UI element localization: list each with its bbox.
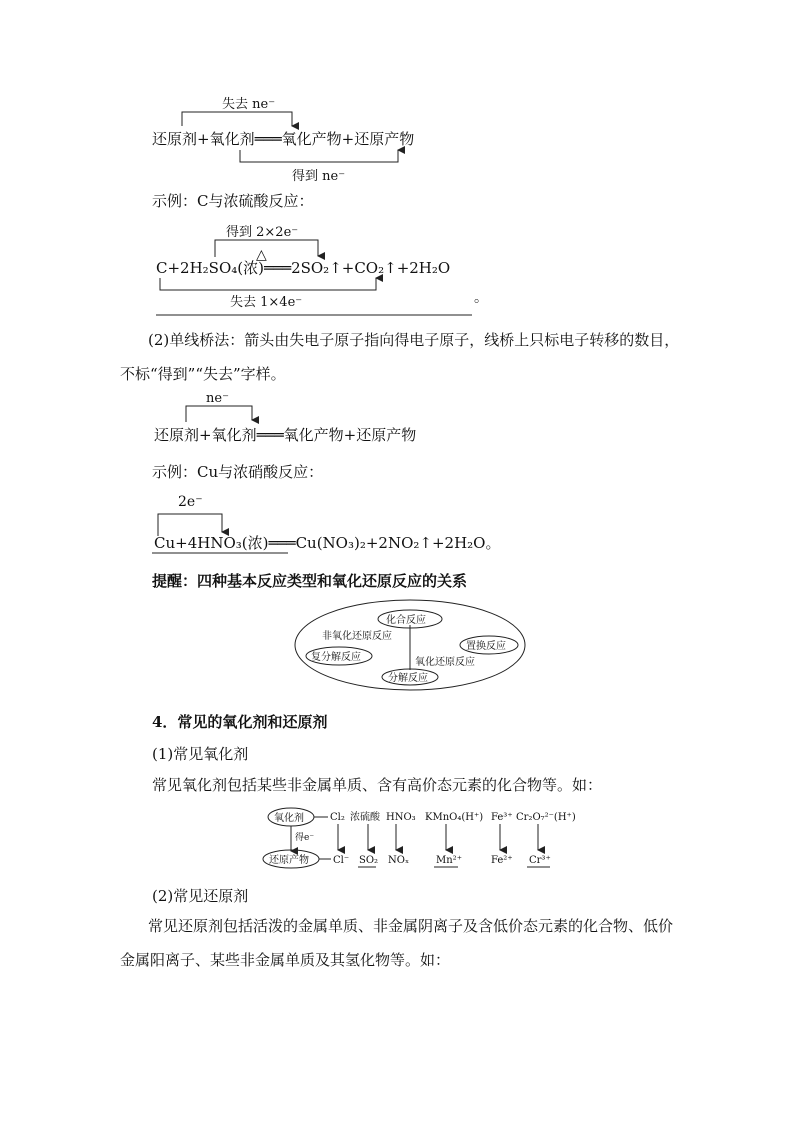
copper-nitric-equation: Cu+4HNO₃(浓)═══Cu(NO₃)₂+2NO₂↑+2H₂O。 <box>154 534 501 552</box>
oxidant-columns <box>330 810 576 867</box>
product-item: SO₂ <box>359 855 379 866</box>
non-redox-label: 非氧化还原反应 <box>322 631 392 642</box>
double-decomp-label: 复分解反应 <box>311 652 361 663</box>
section4-heading: 4．常见的氧化剂和还原剂 <box>152 713 328 731</box>
generic-equation-2: 还原剂+氧化剂═══氧化产物+还原产物 <box>154 426 417 444</box>
product-item: NOₓ <box>388 855 410 866</box>
electron-label-example2: 2e⁻ <box>178 494 203 510</box>
trailing-period: 。 <box>474 290 488 306</box>
lose-label: 失去 ne⁻ <box>222 97 276 112</box>
oxidant-item: KMnO₄(H⁺) <box>425 812 484 823</box>
section4-desc2: 常见还原剂包括活泼的金属单质、非金属阴离子及含低价态元素的化合物、低价金属阳离子、某些非金属单质及其氢化物等。如： <box>120 917 674 969</box>
single-bridge-line-example2 <box>158 514 222 536</box>
oxidant-item: Fe³⁺ <box>491 812 513 823</box>
single-bridge-line <box>186 406 252 422</box>
heat-symbol: △ <box>256 247 267 263</box>
product-item: Cl⁻ <box>333 855 350 866</box>
oxidant-item: Cl₂ <box>330 812 345 823</box>
redox-label: 氧化还原反应 <box>415 657 475 668</box>
decomposition-label: 分解反应 <box>388 673 428 684</box>
generic-equation-1: 还原剂+氧化剂═══氧化产物+还原产物 <box>152 130 415 148</box>
section4-sub1: (1)常见氧化剂 <box>152 745 249 763</box>
displacement-label: 置换反应 <box>466 641 506 652</box>
oxidant-item: Cr₂O₇²⁻(H⁺) <box>516 812 576 823</box>
gain-label-example1: 得到 2×2e⁻ <box>226 225 299 240</box>
lose-label-example1: 失去 1×4e⁻ <box>230 295 303 310</box>
section4-desc1: 常见氧化剂包括某些非金属单质、含有高价态元素的化合物等。如： <box>152 776 603 794</box>
product-item: Fe²⁺ <box>491 855 513 866</box>
gain-bridge-line <box>240 150 398 162</box>
carbon-sulfuric-equation: C+2H₂SO₄(浓)═══2SO₂↑+CO₂↑+2H₂O <box>156 259 451 277</box>
oxidant-label: 氧化剂 <box>274 813 304 824</box>
gain-electron-label: 得e⁻ <box>295 833 315 843</box>
example2-intro: 示例：Cu与浓硝酸反应： <box>152 463 324 481</box>
reductant-product-label: 还原产物 <box>269 855 309 866</box>
oxidant-item: HNO₃ <box>386 812 416 823</box>
lose-bridge-line <box>182 112 292 126</box>
combination-label: 化合反应 <box>386 615 426 626</box>
oxidant-item: 浓硫酸 <box>350 812 380 823</box>
gain-label: 得到 ne⁻ <box>292 169 346 184</box>
example1-intro: 示例：C与浓硫酸反应： <box>152 192 314 210</box>
product-item: Mn²⁺ <box>436 855 462 866</box>
single-bridge-paragraph: (2)单线桥法：箭头由失电子原子指向得电子原子，线桥上只标电子转移的数目，不标“得到”“失去”字样。 <box>120 331 680 383</box>
electron-label: ne⁻ <box>206 391 229 406</box>
lose-bridge-line-example1 <box>160 278 376 290</box>
section4-sub2: (2)常见还原剂 <box>152 887 249 905</box>
reminder-heading: 提醒：四种基本反应类型和氧化还原反应的关系 <box>152 572 468 590</box>
product-item: Cr³⁺ <box>529 855 551 866</box>
